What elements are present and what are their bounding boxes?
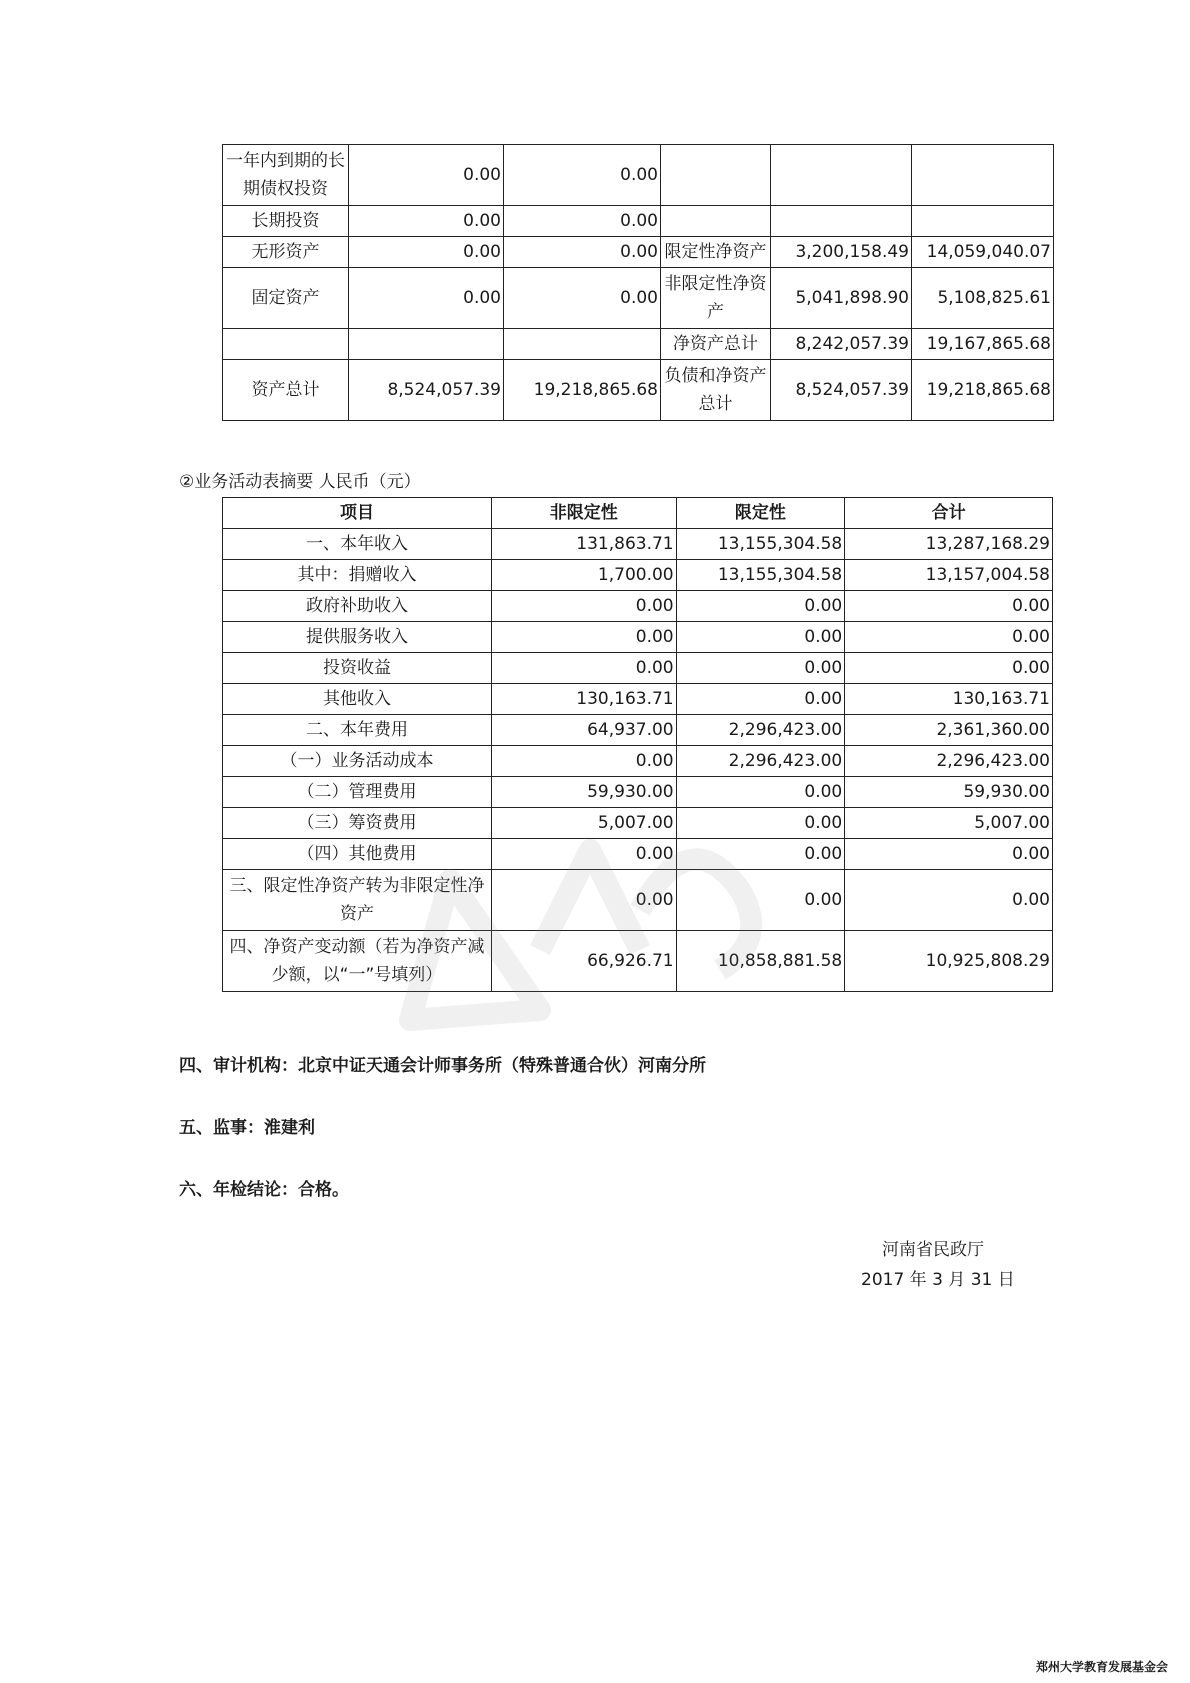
table-row (223, 560, 1053, 591)
column-header: 非限定性 (491, 498, 676, 529)
table-row (223, 653, 1053, 684)
column-header: 合计 (845, 498, 1053, 529)
balance-row (223, 145, 1054, 206)
activity-table-caption: ②业务活动表摘要 人民币（元） (179, 472, 421, 492)
cell-value: 10,858,881.58 (676, 931, 845, 992)
cell-value: 0.00 (845, 870, 1053, 931)
balance-item: 无形资产 (223, 237, 349, 268)
cell-value: 2,296,423.00 (676, 746, 845, 777)
balance-item: 资产总计 (223, 360, 349, 421)
table-row (223, 529, 1053, 560)
cell-value: 0.00 (676, 870, 845, 931)
table-row (223, 622, 1053, 653)
balance-value: 5,108,825.61 (912, 268, 1054, 329)
cell-value: 0.00 (676, 653, 845, 684)
balance-value: 0.00 (349, 145, 504, 206)
cell-value: 66,926.71 (491, 931, 676, 992)
cell-value: 13,157,004.58 (845, 560, 1053, 591)
row-label: 四、净资产变动额（若为净资产减少额，以“一”号填列） (223, 931, 492, 992)
cell-value: 0.00 (676, 808, 845, 839)
table-row (223, 931, 1053, 992)
balance-item: 限定性净资产 (661, 237, 771, 268)
balance-item: 净资产总计 (661, 329, 771, 360)
cell-value: 0.00 (676, 591, 845, 622)
cell-value: 13,287,168.29 (845, 529, 1053, 560)
balance-value: 8,524,057.39 (771, 360, 912, 421)
cell-value: 0.00 (845, 591, 1053, 622)
cell-value: 0.00 (491, 591, 676, 622)
row-label: 提供服务收入 (223, 622, 492, 653)
balance-value (349, 329, 504, 360)
column-header: 项目 (223, 498, 492, 529)
row-label: （四）其他费用 (223, 839, 492, 870)
balance-row (223, 268, 1054, 329)
balance-item (661, 206, 771, 237)
cell-value: 10,925,808.29 (845, 931, 1053, 992)
table-row (223, 870, 1053, 931)
balance-row (223, 237, 1054, 268)
cell-value: 0.00 (491, 622, 676, 653)
cell-value: 131,863.71 (491, 529, 676, 560)
balance-item (223, 329, 349, 360)
balance-value: 8,242,057.39 (771, 329, 912, 360)
row-label: 其中：捐赠收入 (223, 560, 492, 591)
cell-value: 13,155,304.58 (676, 560, 845, 591)
balance-sheet-table (222, 144, 1054, 421)
row-label: 其他收入 (223, 684, 492, 715)
balance-value (912, 145, 1054, 206)
balance-value: 0.00 (349, 206, 504, 237)
balance-value: 0.00 (504, 237, 661, 268)
cell-value: 0.00 (491, 870, 676, 931)
table-row (223, 715, 1053, 746)
cell-value: 0.00 (676, 777, 845, 808)
table-row (223, 746, 1053, 777)
row-label: 三、限定性净资产转为非限定性净资产 (223, 870, 492, 931)
balance-item (661, 145, 771, 206)
balance-value: 14,059,040.07 (912, 237, 1054, 268)
balance-item: 非限定性净资产 (661, 268, 771, 329)
row-label: 二、本年费用 (223, 715, 492, 746)
row-label: 一、本年收入 (223, 529, 492, 560)
column-header: 限定性 (676, 498, 845, 529)
balance-item: 负债和净资产总计 (661, 360, 771, 421)
cell-value: 0.00 (676, 622, 845, 653)
cell-value: 2,296,423.00 (845, 746, 1053, 777)
cell-value: 5,007.00 (491, 808, 676, 839)
table-row (223, 777, 1053, 808)
balance-value: 0.00 (504, 145, 661, 206)
cell-value: 130,163.71 (845, 684, 1053, 715)
balance-row (223, 206, 1054, 237)
balance-value: 0.00 (349, 237, 504, 268)
balance-value (771, 206, 912, 237)
balance-row-total (223, 360, 1054, 421)
cell-value: 130,163.71 (491, 684, 676, 715)
table-row (223, 684, 1053, 715)
cell-value: 1,700.00 (491, 560, 676, 591)
table-row (223, 808, 1053, 839)
cell-value: 0.00 (845, 653, 1053, 684)
cell-value: 64,937.00 (491, 715, 676, 746)
table-row (223, 839, 1053, 870)
balance-value: 0.00 (349, 268, 504, 329)
issuing-authority: 河南省民政厅 (882, 1240, 984, 1260)
footer-organization: 郑州大学教育发展基金会 (1035, 1660, 1168, 1674)
activity-summary-table (222, 497, 1053, 992)
cell-value: 13,155,304.58 (676, 529, 845, 560)
balance-row (223, 329, 1054, 360)
row-label: 政府补助收入 (223, 591, 492, 622)
cell-value: 0.00 (676, 839, 845, 870)
row-label: （二）管理费用 (223, 777, 492, 808)
balance-item: 固定资产 (223, 268, 349, 329)
cell-value: 0.00 (491, 839, 676, 870)
table-row (223, 591, 1053, 622)
balance-value: 0.00 (504, 268, 661, 329)
inspection-conclusion-section: 六、年检结论：合格。 (179, 1180, 349, 1200)
balance-value (504, 329, 661, 360)
audit-firm-section: 四、审计机构：北京中证天通会计师事务所（特殊普通合伙）河南分所 (179, 1056, 706, 1076)
cell-value: 0.00 (491, 746, 676, 777)
balance-item: 一年内到期的长期债权投资 (223, 145, 349, 206)
cell-value: 5,007.00 (845, 808, 1053, 839)
cell-value: 2,361,360.00 (845, 715, 1053, 746)
cell-value: 0.00 (845, 622, 1053, 653)
balance-value: 0.00 (504, 206, 661, 237)
cell-value: 2,296,423.00 (676, 715, 845, 746)
cell-value: 0.00 (676, 684, 845, 715)
balance-value: 19,218,865.68 (912, 360, 1054, 421)
supervisor-section: 五、监事：淮建利 (179, 1118, 315, 1138)
balance-item: 长期投资 (223, 206, 349, 237)
balance-value: 3,200,158.49 (771, 237, 912, 268)
row-label: 投资收益 (223, 653, 492, 684)
balance-value: 19,167,865.68 (912, 329, 1054, 360)
balance-value: 8,524,057.39 (349, 360, 504, 421)
table-header-row (223, 498, 1053, 529)
balance-value: 19,218,865.68 (504, 360, 661, 421)
balance-value: 5,041,898.90 (771, 268, 912, 329)
cell-value: 59,930.00 (845, 777, 1053, 808)
row-label: （三）筹资费用 (223, 808, 492, 839)
cell-value: 59,930.00 (491, 777, 676, 808)
issue-date: 2017 年 3 月 31 日 (861, 1270, 1015, 1290)
cell-value: 0.00 (845, 839, 1053, 870)
balance-value (912, 206, 1054, 237)
row-label: （一）业务活动成本 (223, 746, 492, 777)
cell-value: 0.00 (491, 653, 676, 684)
balance-value (771, 145, 912, 206)
